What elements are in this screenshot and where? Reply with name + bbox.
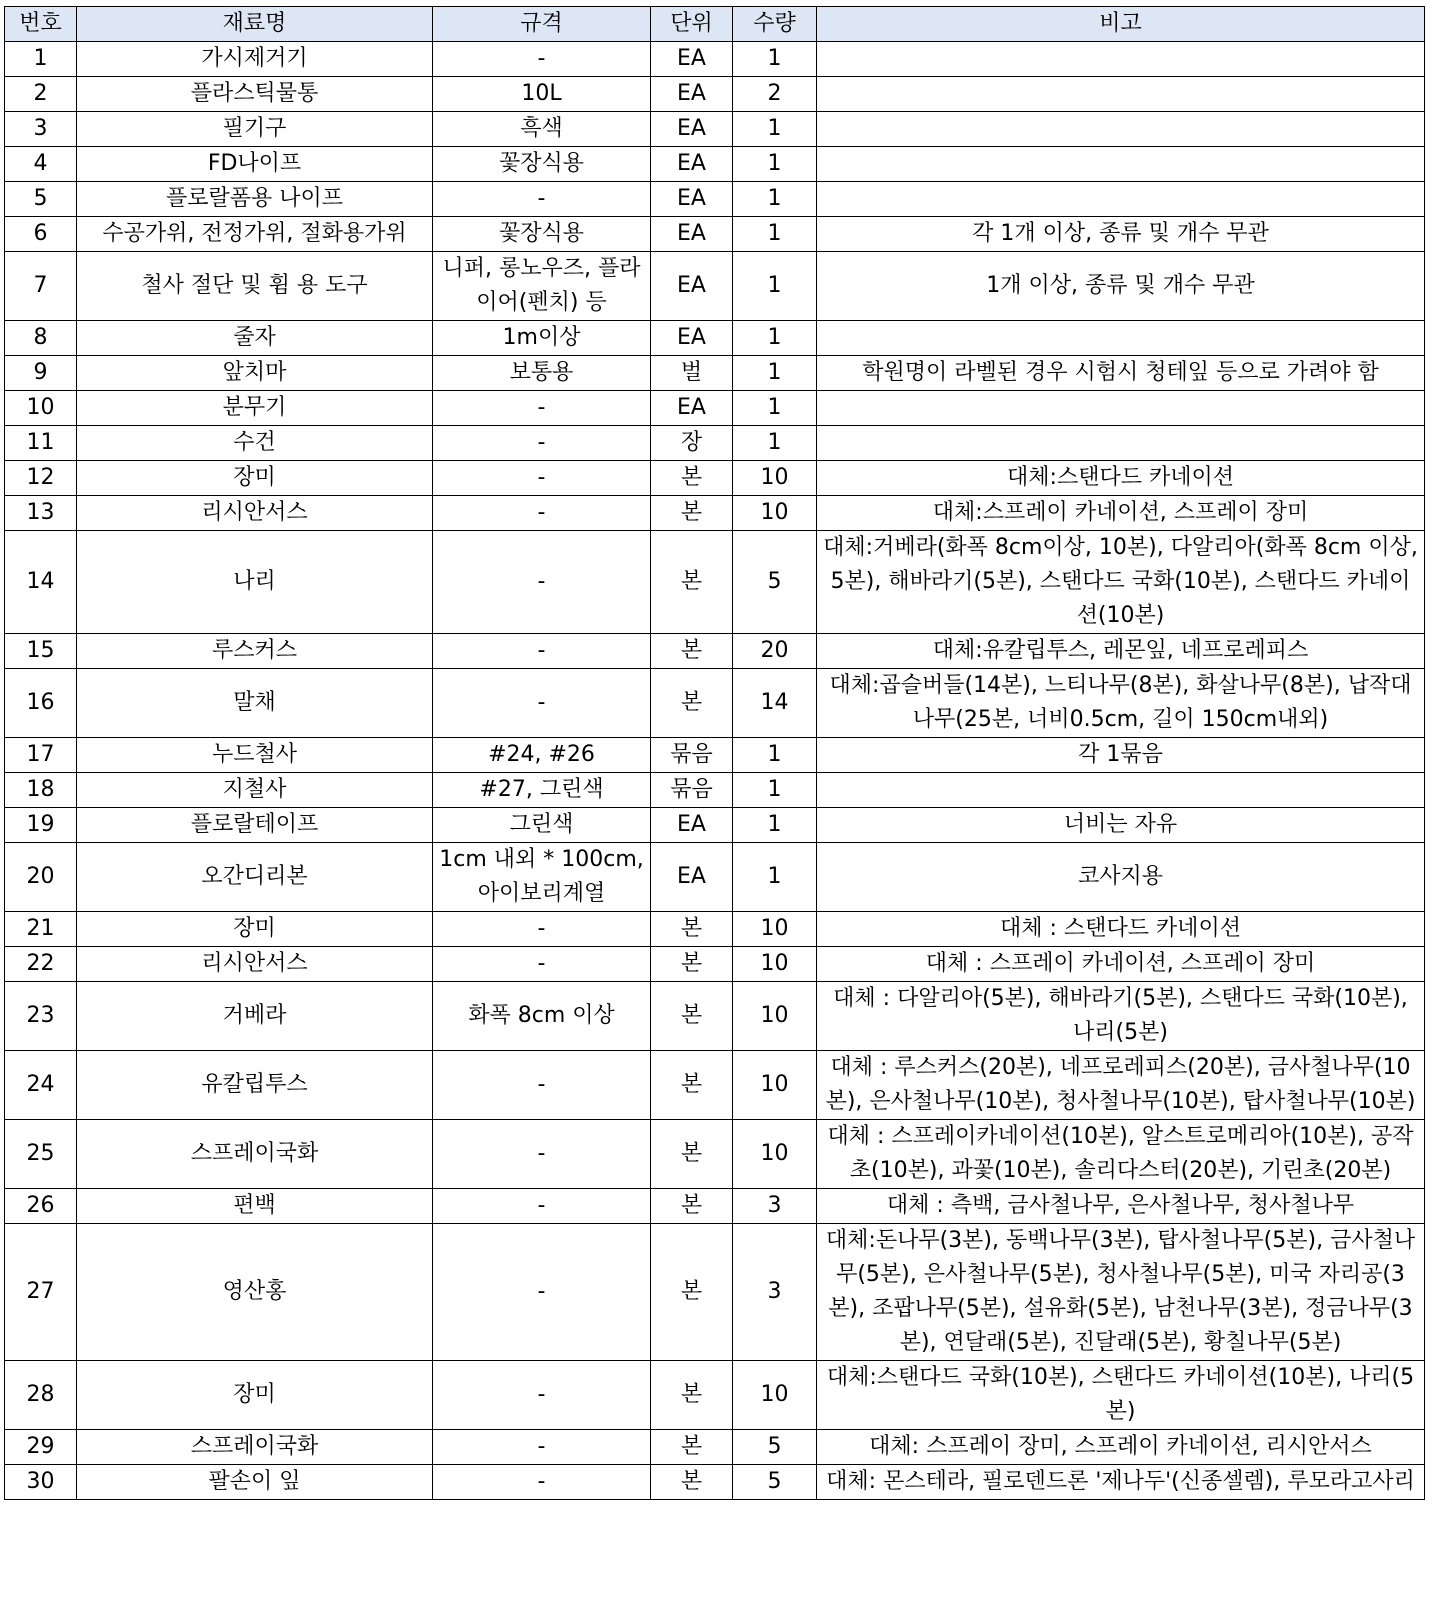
cell-number: 8 (5, 321, 77, 356)
cell-spec: - (433, 461, 651, 496)
cell-note (817, 77, 1425, 112)
cell-number: 10 (5, 391, 77, 426)
materials-table (4, 6, 1425, 1500)
table-row (5, 182, 1425, 217)
cell-number: 5 (5, 182, 77, 217)
cell-unit: 본 (651, 496, 733, 531)
cell-quantity: 20 (733, 634, 817, 669)
cell-unit: EA (651, 77, 733, 112)
table-row (5, 356, 1425, 391)
table-row (5, 77, 1425, 112)
cell-spec: - (433, 1120, 651, 1189)
cell-unit: 묶음 (651, 738, 733, 773)
cell-note: 각 1개 이상, 종류 및 개수 무관 (817, 217, 1425, 252)
cell-unit: 본 (651, 1361, 733, 1430)
cell-number: 13 (5, 496, 77, 531)
cell-unit: 본 (651, 531, 733, 634)
cell-quantity: 5 (733, 1430, 817, 1465)
cell-quantity: 10 (733, 1120, 817, 1189)
header-cell-unit: 단위 (651, 7, 733, 42)
table-row (5, 982, 1425, 1051)
cell-material: 리시안서스 (77, 947, 433, 982)
cell-note: 대체 : 스탠다드 카네이션 (817, 912, 1425, 947)
cell-quantity: 1 (733, 217, 817, 252)
cell-material: 오간디리본 (77, 843, 433, 912)
cell-number: 19 (5, 808, 77, 843)
cell-note: 대체 : 측백, 금사철나무, 은사철나무, 청사철나무 (817, 1189, 1425, 1224)
cell-unit: EA (651, 843, 733, 912)
cell-number: 28 (5, 1361, 77, 1430)
cell-quantity: 1 (733, 321, 817, 356)
cell-quantity: 10 (733, 982, 817, 1051)
cell-unit: EA (651, 321, 733, 356)
cell-quantity: 10 (733, 1361, 817, 1430)
table-row (5, 426, 1425, 461)
cell-unit: 본 (651, 669, 733, 738)
cell-note: 너비는 자유 (817, 808, 1425, 843)
cell-material: 철사 절단 및 휨 용 도구 (77, 252, 433, 321)
cell-spec: - (433, 426, 651, 461)
table-row (5, 1430, 1425, 1465)
table-row (5, 912, 1425, 947)
cell-number: 1 (5, 42, 77, 77)
cell-material: 누드철사 (77, 738, 433, 773)
cell-quantity: 1 (733, 252, 817, 321)
table-row (5, 669, 1425, 738)
cell-unit: 본 (651, 1430, 733, 1465)
cell-note (817, 182, 1425, 217)
cell-spec: - (433, 531, 651, 634)
table-row (5, 217, 1425, 252)
table-row (5, 391, 1425, 426)
cell-note (817, 112, 1425, 147)
cell-material: 분무기 (77, 391, 433, 426)
cell-spec: 1m이상 (433, 321, 651, 356)
cell-material: 수건 (77, 426, 433, 461)
table-row (5, 461, 1425, 496)
cell-unit: 본 (651, 461, 733, 496)
cell-spec: 1cm 내외 * 100cm, 아이보리계열 (433, 843, 651, 912)
cell-unit: EA (651, 42, 733, 77)
cell-number: 30 (5, 1465, 77, 1500)
cell-unit: 본 (651, 1189, 733, 1224)
table-row (5, 947, 1425, 982)
cell-note: 대체: 스프레이 장미, 스프레이 카네이션, 리시안서스 (817, 1430, 1425, 1465)
table-row (5, 1465, 1425, 1500)
cell-quantity: 10 (733, 912, 817, 947)
cell-material: 지철사 (77, 773, 433, 808)
cell-unit: 장 (651, 426, 733, 461)
cell-number: 9 (5, 356, 77, 391)
cell-note: 대체:스프레이 카네이션, 스프레이 장미 (817, 496, 1425, 531)
table-row (5, 634, 1425, 669)
cell-number: 23 (5, 982, 77, 1051)
cell-quantity: 10 (733, 496, 817, 531)
cell-number: 16 (5, 669, 77, 738)
cell-material: 수공가위, 전정가위, 절화용가위 (77, 217, 433, 252)
header-cell-number: 번호 (5, 7, 77, 42)
cell-quantity: 5 (733, 531, 817, 634)
cell-material: 가시제거기 (77, 42, 433, 77)
table-row (5, 147, 1425, 182)
cell-note (817, 391, 1425, 426)
table-row (5, 738, 1425, 773)
cell-unit: 본 (651, 1120, 733, 1189)
table-row (5, 1224, 1425, 1361)
cell-number: 12 (5, 461, 77, 496)
cell-spec: - (433, 1430, 651, 1465)
cell-material: 팔손이 잎 (77, 1465, 433, 1500)
cell-number: 20 (5, 843, 77, 912)
cell-note: 대체:곱슬버들(14본), 느티나무(8본), 화살나무(8본), 납작대나무(25본, 너비0.5cm, 길이 150cm내외) (817, 669, 1425, 738)
cell-quantity: 1 (733, 738, 817, 773)
cell-number: 22 (5, 947, 77, 982)
cell-quantity: 1 (733, 182, 817, 217)
cell-number: 21 (5, 912, 77, 947)
cell-unit: 본 (651, 1224, 733, 1361)
cell-quantity: 10 (733, 1051, 817, 1120)
cell-unit: 본 (651, 982, 733, 1051)
cell-material: 장미 (77, 1361, 433, 1430)
cell-spec: - (433, 634, 651, 669)
cell-unit: EA (651, 252, 733, 321)
cell-number: 17 (5, 738, 77, 773)
cell-unit: 본 (651, 947, 733, 982)
cell-spec: - (433, 42, 651, 77)
cell-unit: 벌 (651, 356, 733, 391)
cell-spec: 보통용 (433, 356, 651, 391)
cell-material: 장미 (77, 912, 433, 947)
cell-spec: #27, 그린색 (433, 773, 651, 808)
table-row (5, 808, 1425, 843)
cell-spec: - (433, 1224, 651, 1361)
cell-quantity: 3 (733, 1189, 817, 1224)
cell-unit: EA (651, 182, 733, 217)
table-row (5, 773, 1425, 808)
table-row (5, 321, 1425, 356)
cell-number: 29 (5, 1430, 77, 1465)
header-cell-material: 재료명 (77, 7, 433, 42)
cell-spec: 10L (433, 77, 651, 112)
cell-material: 리시안서스 (77, 496, 433, 531)
cell-note: 대체 : 스프레이카네이션(10본), 알스트로메리아(10본), 공작초(10본), 과꽃(10본), 솔리다스터(20본), 기린초(20본) (817, 1120, 1425, 1189)
cell-quantity: 10 (733, 947, 817, 982)
cell-note (817, 42, 1425, 77)
cell-spec: 화폭 8cm 이상 (433, 982, 651, 1051)
cell-note: 대체:스탠다드 카네이션 (817, 461, 1425, 496)
cell-spec: #24, #26 (433, 738, 651, 773)
cell-spec: - (433, 1361, 651, 1430)
cell-spec: 꽃장식용 (433, 217, 651, 252)
cell-number: 15 (5, 634, 77, 669)
cell-quantity: 14 (733, 669, 817, 738)
cell-unit: EA (651, 391, 733, 426)
table-body (5, 42, 1425, 1500)
cell-quantity: 1 (733, 391, 817, 426)
cell-material: 스프레이국화 (77, 1120, 433, 1189)
cell-quantity: 1 (733, 42, 817, 77)
cell-spec: - (433, 391, 651, 426)
cell-material: 영산홍 (77, 1224, 433, 1361)
cell-number: 11 (5, 426, 77, 461)
cell-material: 플라스틱물통 (77, 77, 433, 112)
cell-note: 대체:거베라(화폭 8cm이상, 10본), 다알리아(화폭 8cm 이상, 5본), 해바라기(5본), 스탠다드 국화(10본), 스탠다드 카네이션(10본) (817, 531, 1425, 634)
cell-quantity: 10 (733, 461, 817, 496)
cell-note: 대체 : 다알리아(5본), 해바라기(5본), 스탠다드 국화(10본), 나리(5본) (817, 982, 1425, 1051)
cell-number: 14 (5, 531, 77, 634)
cell-note (817, 321, 1425, 356)
cell-number: 3 (5, 112, 77, 147)
cell-quantity: 3 (733, 1224, 817, 1361)
cell-note: 대체:유칼립투스, 레몬잎, 네프로레피스 (817, 634, 1425, 669)
table-row (5, 1361, 1425, 1430)
cell-material: 나리 (77, 531, 433, 634)
cell-spec: 흑색 (433, 112, 651, 147)
cell-spec: - (433, 1465, 651, 1500)
cell-spec: - (433, 496, 651, 531)
header-cell-note: 비고 (817, 7, 1425, 42)
cell-unit: 본 (651, 912, 733, 947)
cell-material: 거베라 (77, 982, 433, 1051)
cell-quantity: 1 (733, 112, 817, 147)
cell-material: 필기구 (77, 112, 433, 147)
table-row (5, 42, 1425, 77)
cell-note (817, 426, 1425, 461)
cell-spec: - (433, 947, 651, 982)
table-row (5, 531, 1425, 634)
cell-material: 줄자 (77, 321, 433, 356)
cell-quantity: 1 (733, 147, 817, 182)
cell-number: 4 (5, 147, 77, 182)
table-row (5, 496, 1425, 531)
cell-number: 27 (5, 1224, 77, 1361)
cell-note: 각 1묶음 (817, 738, 1425, 773)
cell-spec: - (433, 669, 651, 738)
table-row (5, 1189, 1425, 1224)
cell-material: 편백 (77, 1189, 433, 1224)
cell-unit: 본 (651, 1051, 733, 1120)
cell-material: 말채 (77, 669, 433, 738)
header-row (5, 7, 1425, 42)
cell-material: 스프레이국화 (77, 1430, 433, 1465)
cell-number: 6 (5, 217, 77, 252)
cell-unit: 묶음 (651, 773, 733, 808)
cell-note: 학원명이 라벨된 경우 시험시 청테잎 등으로 가려야 함 (817, 356, 1425, 391)
cell-spec: 그린색 (433, 808, 651, 843)
cell-spec: - (433, 912, 651, 947)
cell-number: 26 (5, 1189, 77, 1224)
cell-quantity: 1 (733, 773, 817, 808)
cell-quantity: 2 (733, 77, 817, 112)
cell-note: 대체: 몬스테라, 필로덴드론 '제나두'(신종셀렘), 루모라고사리 (817, 1465, 1425, 1500)
cell-material: 플로랄폼용 나이프 (77, 182, 433, 217)
cell-material: 루스커스 (77, 634, 433, 669)
cell-unit: EA (651, 808, 733, 843)
cell-number: 24 (5, 1051, 77, 1120)
cell-unit: EA (651, 112, 733, 147)
cell-note (817, 773, 1425, 808)
cell-number: 7 (5, 252, 77, 321)
cell-quantity: 1 (733, 808, 817, 843)
cell-number: 2 (5, 77, 77, 112)
cell-spec: 꽃장식용 (433, 147, 651, 182)
cell-spec: - (433, 1051, 651, 1120)
cell-note (817, 147, 1425, 182)
cell-spec: - (433, 1189, 651, 1224)
cell-note: 1개 이상, 종류 및 개수 무관 (817, 252, 1425, 321)
cell-number: 25 (5, 1120, 77, 1189)
header-cell-spec: 규격 (433, 7, 651, 42)
table-row (5, 1051, 1425, 1120)
cell-material: 유칼립투스 (77, 1051, 433, 1120)
cell-quantity: 5 (733, 1465, 817, 1500)
cell-note: 대체 : 루스커스(20본), 네프로레피스(20본), 금사철나무(10본), 은사철나무(10본), 청사철나무(10본), 탑사철나무(10본) (817, 1051, 1425, 1120)
cell-spec: 니퍼, 롱노우즈, 플라이어(펜치) 등 (433, 252, 651, 321)
cell-quantity: 1 (733, 843, 817, 912)
cell-quantity: 1 (733, 426, 817, 461)
cell-note: 대체 : 스프레이 카네이션, 스프레이 장미 (817, 947, 1425, 982)
cell-unit: EA (651, 147, 733, 182)
cell-material: 장미 (77, 461, 433, 496)
table-row (5, 843, 1425, 912)
table-row (5, 252, 1425, 321)
header-cell-quantity: 수량 (733, 7, 817, 42)
cell-unit: EA (651, 217, 733, 252)
cell-material: 플로랄테이프 (77, 808, 433, 843)
cell-material: 앞치마 (77, 356, 433, 391)
cell-note: 대체:돈나무(3본), 동백나무(3본), 탑사철나무(5본), 금사철나무(5본), 은사철나무(5본), 청사철나무(5본), 미국 자리공(3본), 조팝나무(5본), 설유화(5본), 남천나무(3본), 정금나무(3본), 연달래(5본), 진달래(5본), 황칠나무(5본) (817, 1224, 1425, 1361)
cell-unit: 본 (651, 634, 733, 669)
cell-quantity: 1 (733, 356, 817, 391)
table-row (5, 112, 1425, 147)
cell-unit: 본 (651, 1465, 733, 1500)
cell-spec: - (433, 182, 651, 217)
cell-number: 18 (5, 773, 77, 808)
cell-note: 코사지용 (817, 843, 1425, 912)
cell-material: FD나이프 (77, 147, 433, 182)
table-row (5, 1120, 1425, 1189)
cell-note: 대체:스탠다드 국화(10본), 스탠다드 카네이션(10본), 나리(5본) (817, 1361, 1425, 1430)
